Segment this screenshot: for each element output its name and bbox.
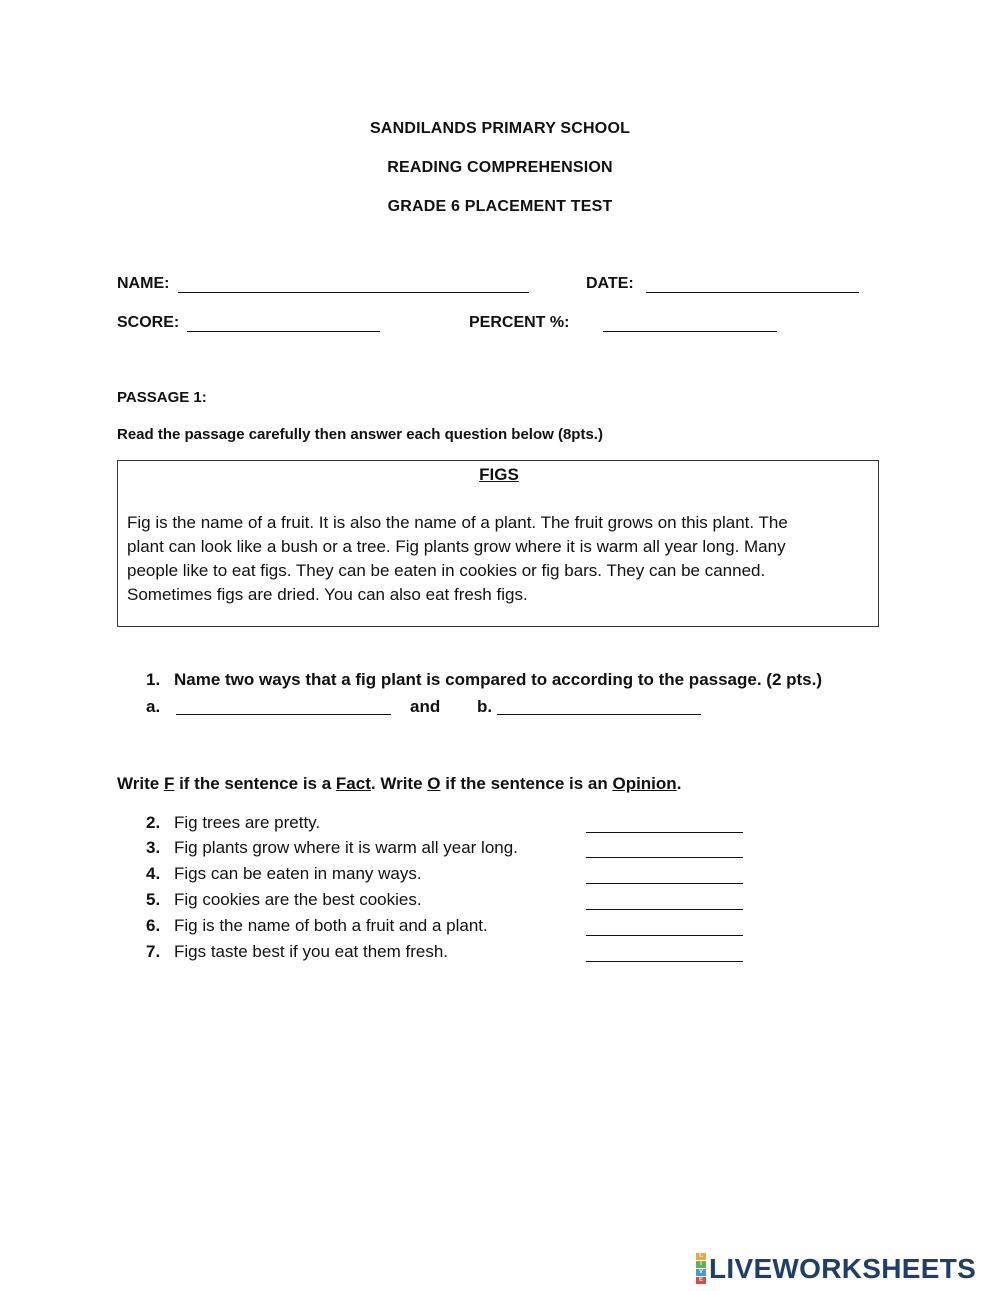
answer-field-7[interactable] <box>586 961 743 962</box>
passage-line: Sometimes figs are dried. You can also eat fresh figs. <box>127 585 528 604</box>
logo-block: V <box>696 1269 706 1276</box>
and-label: and <box>410 697 441 716</box>
item-text: Figs taste best if you eat them fresh. <box>174 942 449 961</box>
item-number: 7. <box>146 942 161 961</box>
item-text: Fig cookies are the best cookies. <box>174 890 422 909</box>
logo-text: LIVEWORKSHEETS <box>709 1253 977 1284</box>
instruction-part1: if the sentence is a <box>179 774 332 793</box>
instruction-opinion-word: Opinion <box>612 774 677 793</box>
answer-field-4[interactable] <box>586 883 743 884</box>
percent-field[interactable] <box>603 314 777 332</box>
score-field[interactable] <box>187 314 380 332</box>
list-item <box>146 942 448 962</box>
list-item <box>146 838 518 858</box>
list-item <box>146 813 320 833</box>
answer-b-field[interactable] <box>497 697 701 715</box>
school-name: SANDILANDS PRIMARY SCHOOL <box>369 120 631 137</box>
name-label: NAME: <box>117 275 170 292</box>
logo-blocks-icon <box>696 1253 706 1285</box>
list-item <box>146 864 422 884</box>
question-number: 1. <box>146 670 161 689</box>
instruction-part2: . Write <box>370 774 423 793</box>
name-field[interactable] <box>178 275 529 293</box>
instruction-fact-word: Fact <box>335 774 371 793</box>
item-number: 6. <box>146 916 161 935</box>
passage-label: PASSAGE 1: <box>117 389 207 406</box>
answer-b-label: b. <box>477 697 493 716</box>
instruction-part3: if the sentence is an <box>445 774 608 793</box>
instruction-end: . <box>676 774 682 793</box>
score-label: SCORE: <box>117 314 180 331</box>
passage-line: people like to eat figs. They can be eaten in cookies or fig bars. They can be canned. <box>127 561 766 580</box>
passage-box <box>117 460 879 627</box>
passage-instructions: Read the passage carefully then answer each question below (8pts.) <box>117 426 603 443</box>
passage-line: plant can look like a bush or a tree. Fig plants grow where it is warm all year long. Many <box>127 537 786 556</box>
question-text: Name two ways that a fig plant is compared to according to the passage. (2 pts.) <box>174 670 823 689</box>
logo-block: E <box>696 1277 706 1284</box>
passage-title: FIGS <box>479 465 519 484</box>
item-number: 5. <box>146 890 161 909</box>
instruction-f-letter: F <box>163 774 175 793</box>
fact-opinion-instruction <box>117 774 681 794</box>
item-text: Fig plants grow where it is warm all year long. <box>174 838 518 857</box>
percent-label: PERCENT %: <box>469 314 570 331</box>
item-text: Figs can be eaten in many ways. <box>174 864 422 883</box>
logo-block: I <box>696 1261 706 1268</box>
answer-field-6[interactable] <box>586 935 743 936</box>
answer-field-3[interactable] <box>586 857 743 858</box>
item-number: 3. <box>146 838 161 857</box>
instruction-write: Write <box>117 774 160 793</box>
item-number: 2. <box>146 813 161 832</box>
item-text: Fig trees are pretty. <box>174 813 321 832</box>
date-label: DATE: <box>586 275 634 292</box>
liveworksheets-logo <box>696 1254 976 1284</box>
answer-field-2[interactable] <box>586 832 743 833</box>
item-text: Fig is the name of both a fruit and a plant. <box>174 916 488 935</box>
test-title: GRADE 6 PLACEMENT TEST <box>387 198 613 215</box>
passage-line: Fig is the name of a fruit. It is also the name of a plant. The fruit grows on this plant. The <box>127 513 788 532</box>
answer-field-5[interactable] <box>586 909 743 910</box>
item-number: 4. <box>146 864 161 883</box>
question-1 <box>146 670 822 690</box>
logo-block: L <box>696 1253 706 1260</box>
list-item <box>146 916 488 936</box>
answer-a-label: a. <box>146 697 161 716</box>
date-field[interactable] <box>646 275 859 293</box>
list-item <box>146 890 422 910</box>
subject-title: READING COMPREHENSION <box>387 159 613 176</box>
passage-text <box>127 511 867 607</box>
instruction-o-letter: O <box>427 774 441 793</box>
answer-a-field[interactable] <box>176 697 391 715</box>
